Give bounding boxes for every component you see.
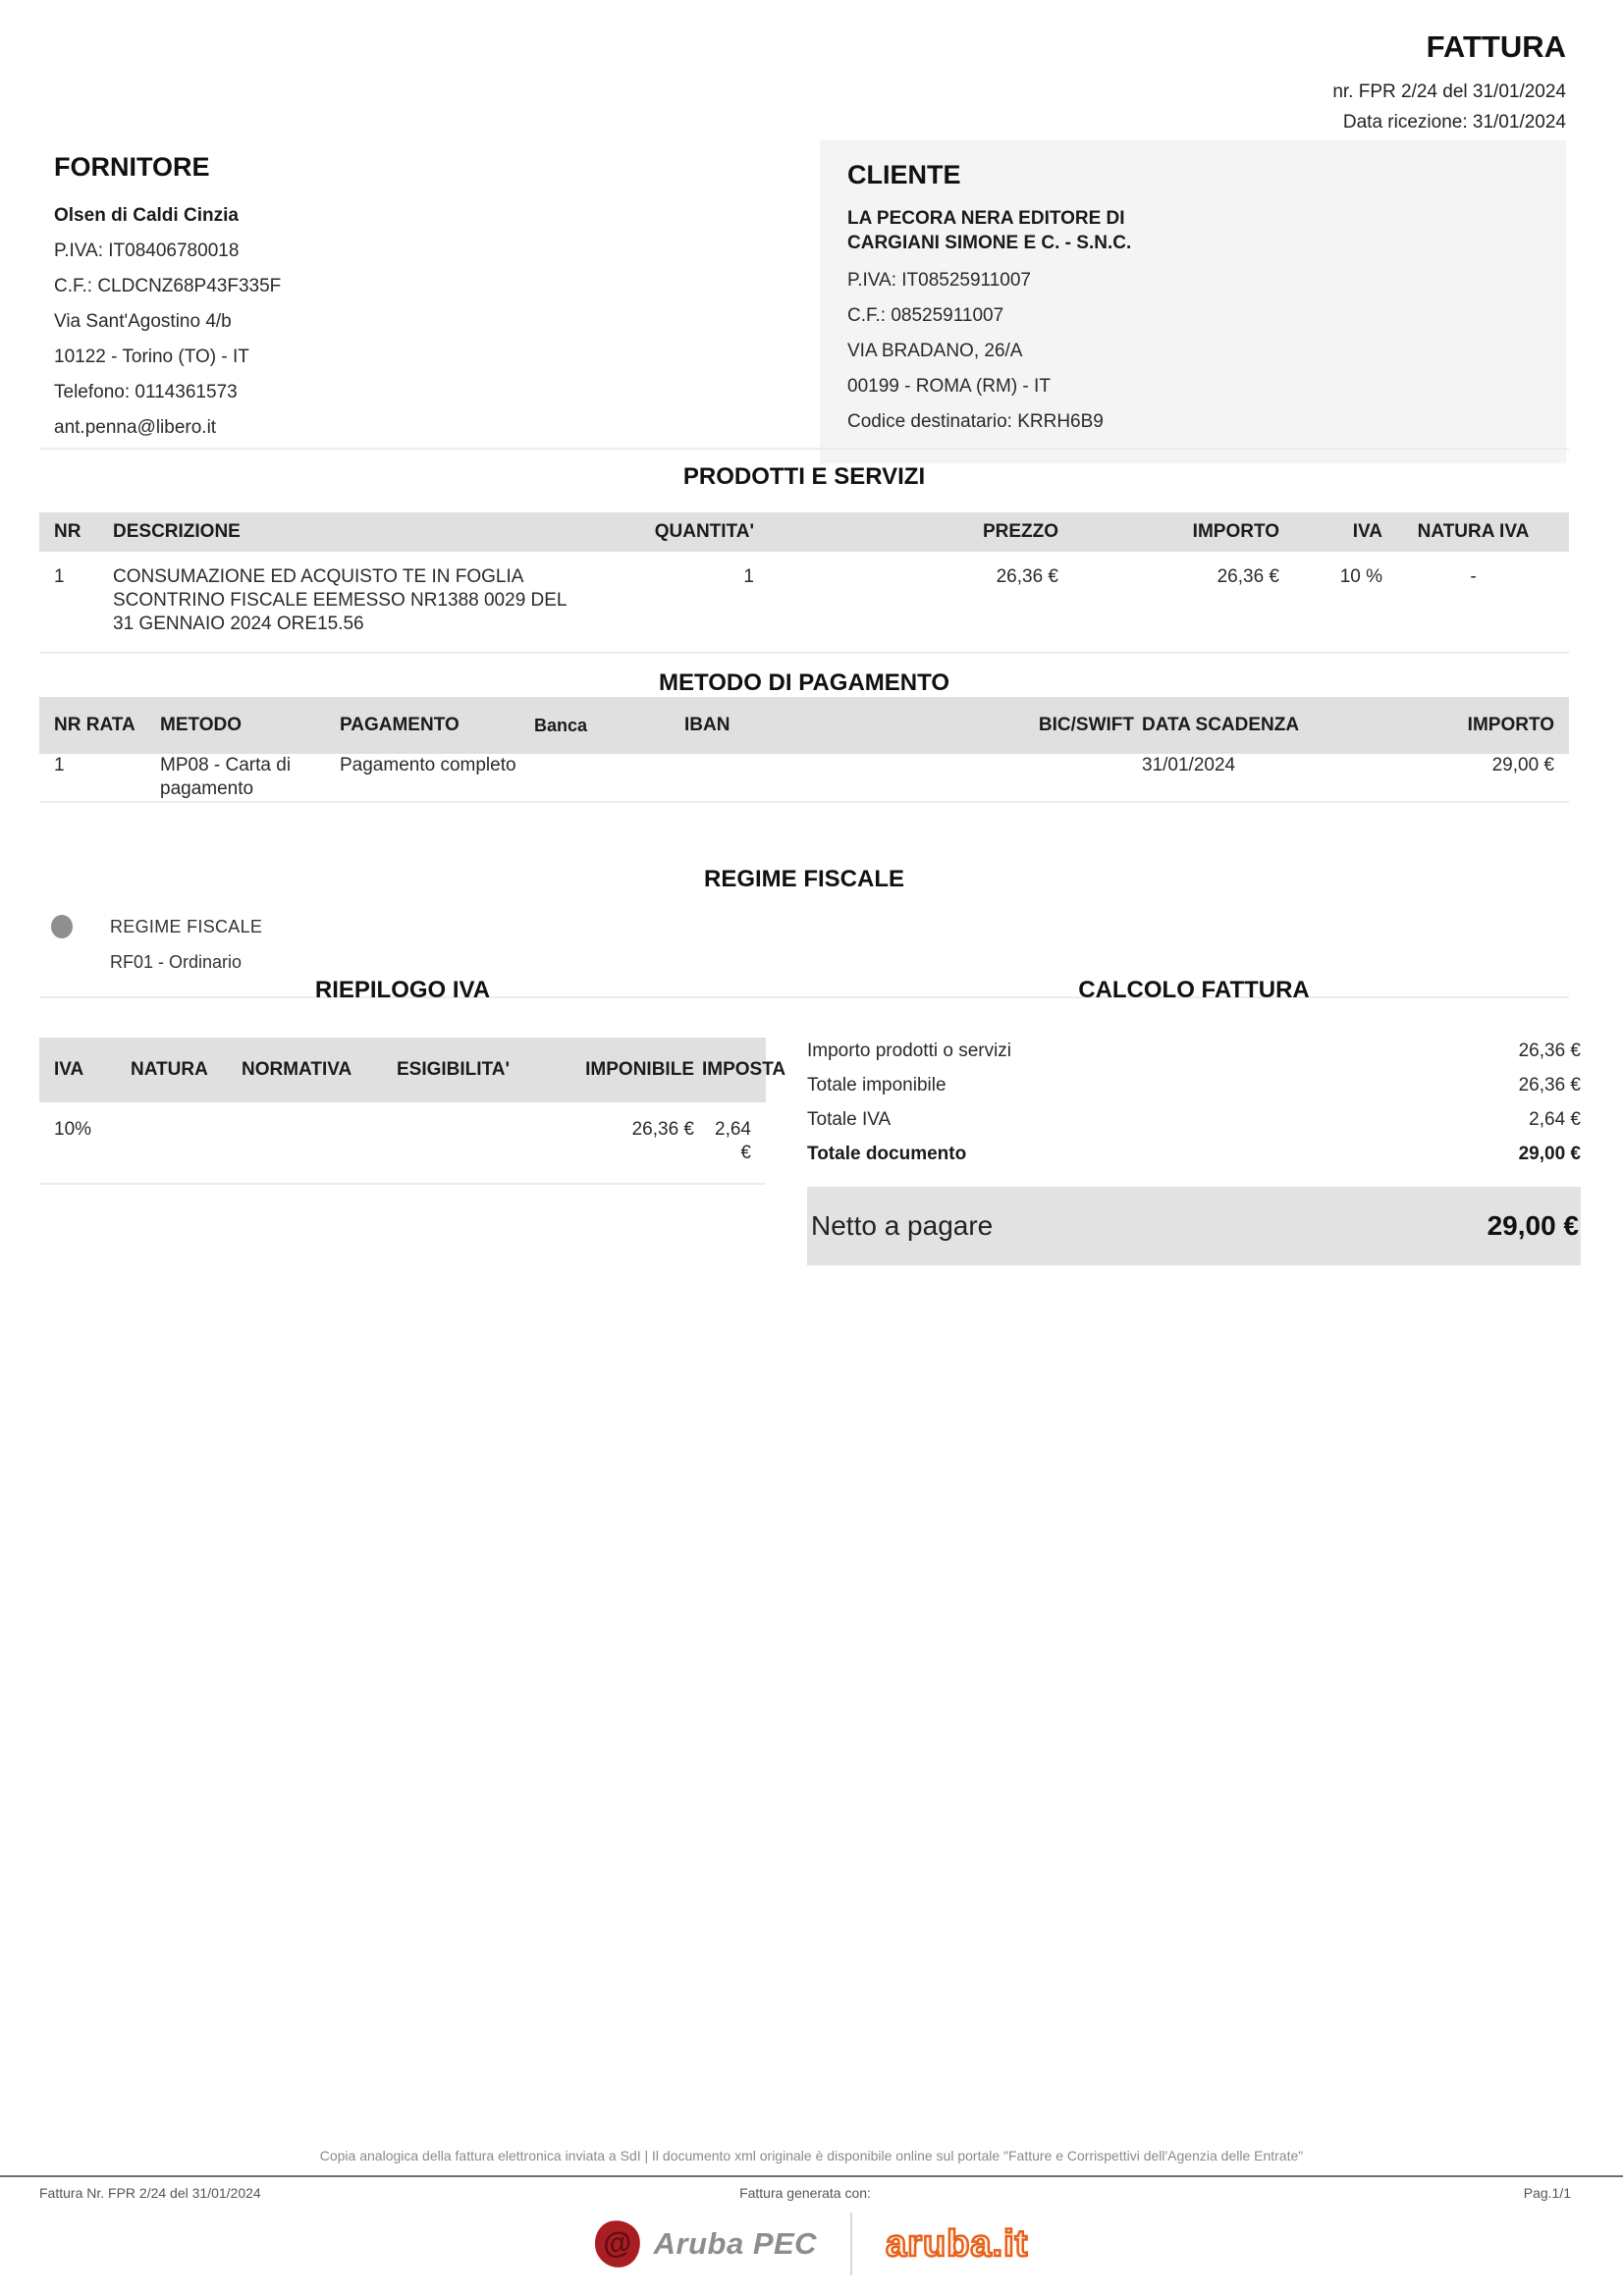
col-header-nr-rata: NR RATA: [54, 715, 135, 735]
payment-importo: 29,00 €: [1491, 755, 1554, 775]
payment-bic-swift: [938, 754, 1134, 801]
col-header-bic-swift: BIC/SWIFT: [1038, 715, 1134, 735]
cliente-heading: CLIENTE: [847, 160, 961, 189]
calc-label: Totale documento: [807, 1144, 967, 1164]
riepilogo-table-row: [39, 1102, 766, 1185]
product-descrizione: CONSUMAZIONE ED ACQUISTO TE IN FOGLIA SCONTRINO FISCALE EEMESSO NR1388 0029 DEL 31 GENNAIO 2024 ORE15.56: [113, 566, 567, 634]
products-table-header: [39, 512, 1569, 552]
col-header-banca: Banca: [534, 715, 588, 735]
payment-section: [39, 656, 1569, 803]
parties-section: [39, 140, 1566, 463]
calc-value: 26,36 €: [1518, 1075, 1581, 1095]
fornitore-piva: P.IVA: IT08406780018: [54, 240, 240, 261]
calc-value: 29,00 €: [1518, 1144, 1581, 1164]
aruba-pec-logo-text: Aruba PEC: [653, 2226, 818, 2261]
calc-row-importo-prodotti: [807, 1034, 1581, 1068]
aruba-pec-logo: [595, 2220, 817, 2268]
product-importo: 26,36 €: [1217, 566, 1279, 587]
col-header-importo-pagamento: IMPORTO: [1467, 715, 1554, 735]
calcolo-fattura-block: [807, 977, 1581, 1265]
fornitore-heading: FORNITORE: [54, 152, 210, 182]
calc-label: Importo prodotti o servizi: [807, 1041, 1012, 1061]
doc-number-line: nr. FPR 2/24 del 31/01/2024: [1332, 81, 1566, 102]
col-header-nr: NR: [54, 521, 81, 542]
doc-title: FATTURA: [1426, 29, 1566, 64]
col-header-iban: IBAN: [684, 715, 730, 735]
fornitore-phone: Telefono: 0114361573: [54, 382, 238, 402]
payment-nr-rata: 1: [54, 755, 65, 775]
fornitore-email: ant.penna@libero.it: [54, 417, 217, 438]
payment-table-row: [39, 754, 1569, 803]
footer-invoice-ref: Fattura Nr. FPR 2/24 del 31/01/2024: [39, 2185, 261, 2201]
bullet-dot-icon: [51, 915, 73, 938]
cliente-codice-destinatario: Codice destinatario: KRRH6B9: [847, 411, 1104, 432]
regime-label: REGIME FISCALE: [110, 916, 263, 936]
footer-rule: [0, 2175, 1623, 2177]
riepilogo-natura: [131, 1118, 234, 1165]
doc-header: [1332, 29, 1566, 137]
col-header-data-scadenza: DATA SCADENZA: [1142, 715, 1300, 735]
riepilogo-title: RIEPILOGO IVA: [314, 977, 491, 1003]
col-header-imposta: IMPOSTA: [702, 1059, 786, 1080]
col-header-descrizione: DESCRIZIONE: [113, 521, 241, 542]
logo-divider: [850, 2213, 852, 2275]
calc-value: 26,36 €: [1518, 1041, 1581, 1061]
riepilogo-imponibile: 26,36 €: [631, 1119, 694, 1140]
riepilogo-table-header: [39, 1038, 786, 1102]
calc-label: Totale imponibile: [807, 1075, 947, 1095]
footer-page-number: Pag.1/1: [1523, 2185, 1571, 2201]
cliente-cf: C.F.: 08525911007: [847, 305, 1004, 326]
footer-generated-with: Fattura generata con:: [739, 2185, 871, 2201]
fornitore-cf: C.F.: CLDCNZ68P43F335F: [54, 276, 282, 296]
product-natura-iva: -: [1470, 566, 1477, 587]
fornitore-block: [39, 140, 820, 463]
payment-iban: [684, 754, 930, 801]
footer-disclaimer: Copia analogica della fattura elettronica inviata a SdI | Il documento xml originale è disponibile online sul portale "Fatture e Corrispettivi dell'Agenzia delle Entrate": [319, 2148, 1304, 2163]
riepilogo-iva-block: [39, 977, 786, 1265]
col-header-natura-iva: NATURA IVA: [1417, 521, 1530, 542]
doc-reception-line: Data ricezione: 31/01/2024: [1342, 112, 1566, 133]
product-prezzo: 26,36 €: [996, 566, 1058, 587]
cliente-address: VIA BRADANO, 26/A: [847, 341, 1023, 361]
calc-row-totale-iva: [807, 1102, 1581, 1137]
regime-row: [39, 915, 1569, 938]
riepilogo-iva: 10%: [54, 1119, 92, 1140]
netto-a-pagare-box: [807, 1187, 1581, 1265]
fornitore-name: Olsen di Caldi Cinzia: [54, 205, 239, 226]
col-header-metodo: METODO: [160, 715, 243, 735]
products-table-row: [39, 552, 1569, 654]
payment-pagamento: Pagamento completo: [340, 755, 516, 775]
payment-metodo: MP08 - Carta di pagamento: [160, 755, 292, 799]
calc-row-totale-imponibile: [807, 1068, 1581, 1102]
riepilogo-normativa: [242, 1118, 389, 1165]
riepilogo-imposta: 2,64 €: [715, 1119, 751, 1163]
cliente-name: LA PECORA NERA EDITORE DI CARGIANI SIMONE E C. - S.N.C.: [847, 208, 1132, 253]
riepilogo-esigibilita: [397, 1118, 549, 1165]
payment-banca: [534, 754, 676, 801]
cliente-city: 00199 - ROMA (RM) - IT: [847, 376, 1051, 397]
fornitore-address: Via Sant'Agostino 4/b: [54, 311, 232, 332]
col-header-normativa: NORMATIVA: [242, 1059, 352, 1080]
products-section: [39, 448, 1569, 654]
summary-section: [39, 977, 1581, 1265]
products-title: PRODOTTI E SERVIZI: [682, 463, 926, 490]
aruba-it-logo: aruba.it: [886, 2222, 1029, 2265]
product-iva: 10 %: [1339, 566, 1382, 587]
calc-row-totale-documento: [807, 1137, 1581, 1171]
calcolo-title: CALCOLO FATTURA: [1078, 977, 1310, 1003]
netto-label: Netto a pagare: [811, 1210, 994, 1241]
cliente-piva: P.IVA: IT08525911007: [847, 270, 1031, 291]
product-quantita: 1: [743, 566, 754, 587]
netto-value: 29,00 €: [1487, 1210, 1579, 1241]
payment-data-scadenza: 31/01/2024: [1142, 755, 1236, 775]
col-header-riep-iva: IVA: [54, 1059, 84, 1080]
payment-title: METODO DI PAGAMENTO: [658, 669, 949, 696]
regime-value: RF01 - Ordinario: [110, 952, 243, 972]
col-header-importo: IMPORTO: [1192, 521, 1279, 542]
payment-table-header: [39, 697, 1569, 754]
calc-value: 2,64 €: [1529, 1109, 1581, 1130]
col-header-natura: NATURA: [131, 1059, 208, 1080]
col-header-esigibilita: ESIGIBILITA': [397, 1059, 511, 1080]
col-header-quantita: QUANTITA': [654, 521, 754, 542]
col-header-prezzo: PREZZO: [982, 521, 1058, 542]
col-header-imponibile: IMPONIBILE: [585, 1059, 694, 1080]
footer-logos: [0, 2213, 1623, 2275]
fornitore-city: 10122 - Torino (TO) - IT: [54, 347, 249, 367]
aruba-pec-at-icon: @: [592, 2217, 643, 2270]
col-header-pagamento: PAGAMENTO: [340, 715, 460, 735]
cliente-block: [820, 140, 1566, 463]
regime-title: REGIME FISCALE: [703, 866, 904, 892]
col-header-iva: IVA: [1352, 521, 1382, 542]
product-nr: 1: [54, 566, 65, 587]
calc-label: Totale IVA: [807, 1109, 892, 1130]
